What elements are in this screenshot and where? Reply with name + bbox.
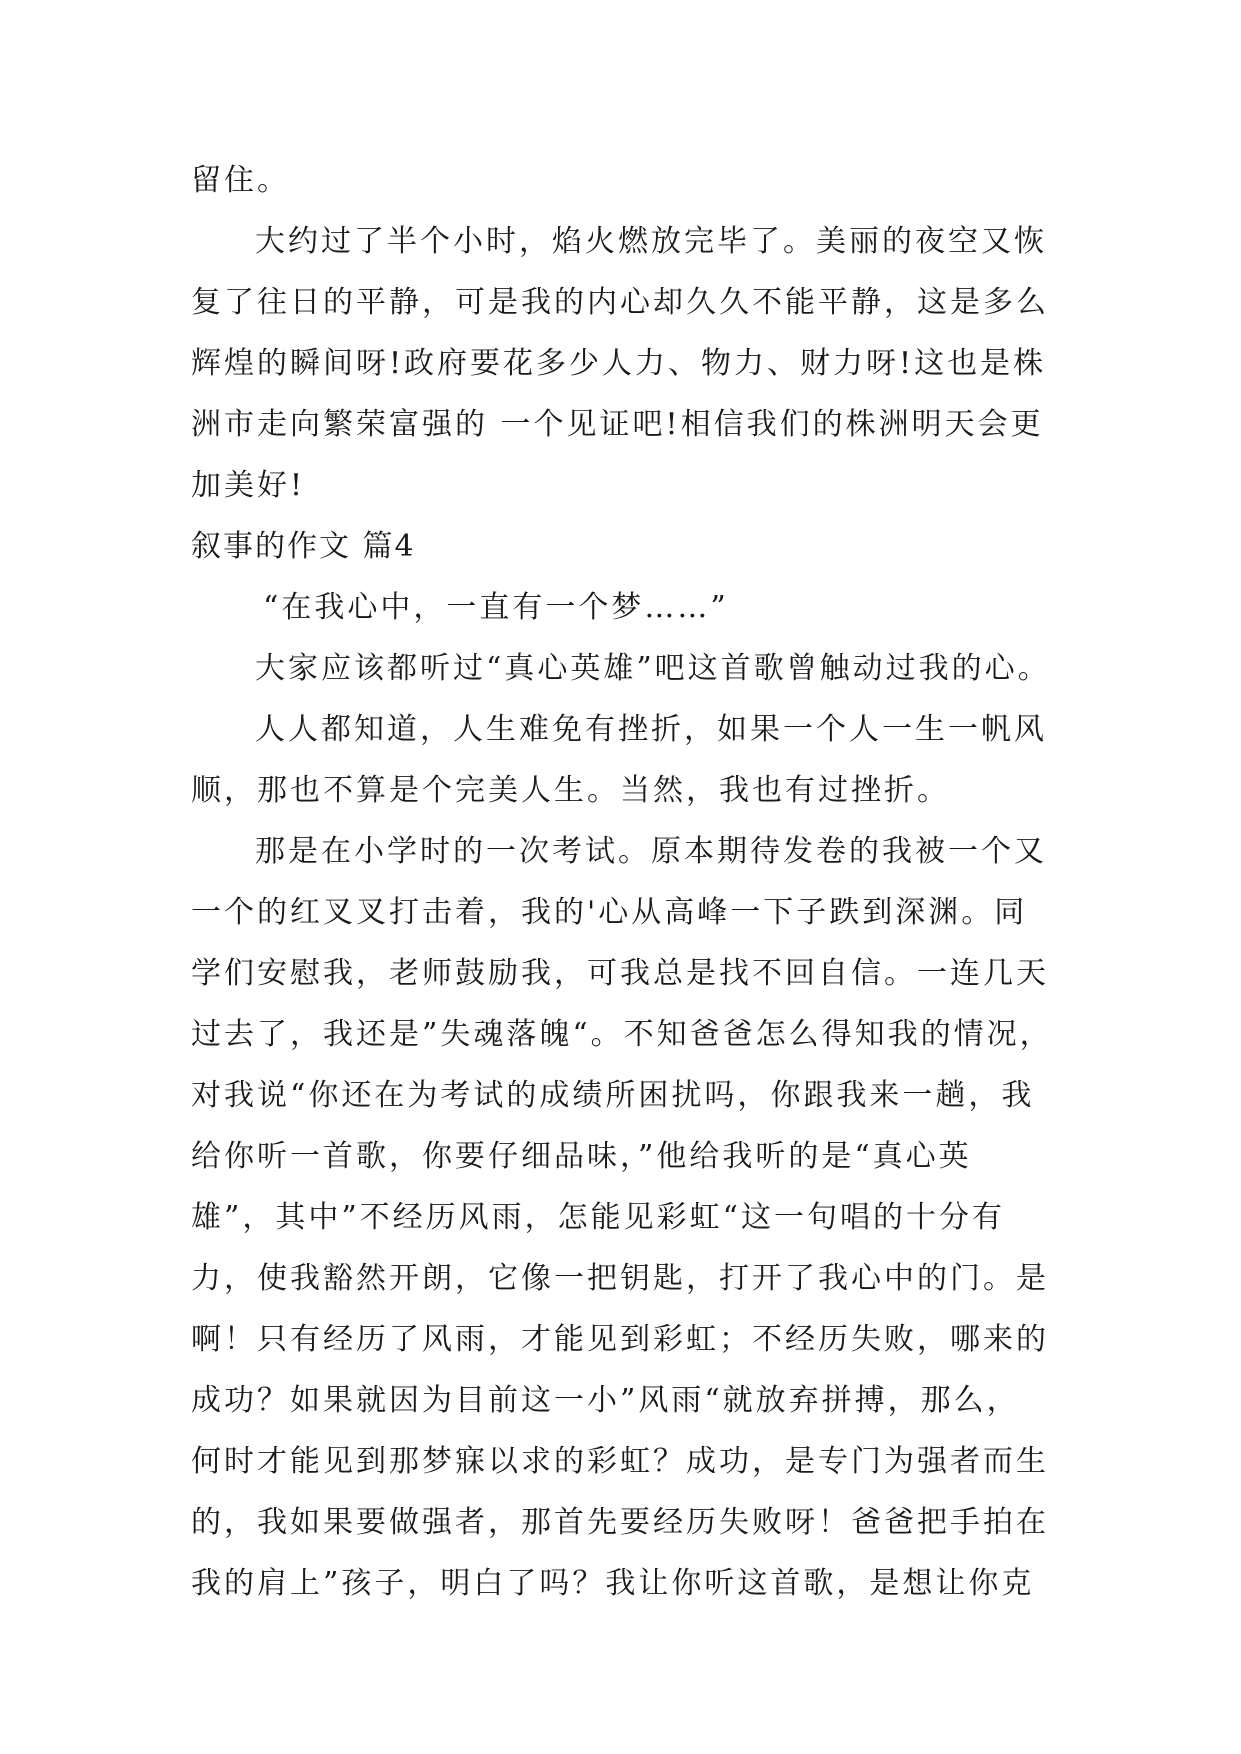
text-line: 辉煌的瞬间呀!政府要花多少人力、物力、财力呀!这也是株 (191, 346, 1047, 381)
paragraph-start-line: 大约过了半个小时，焰火燃放完毕了。美丽的夜空又恢 (255, 224, 1047, 259)
text-line: 何时才能见到那梦寐以求的彩虹？成功，是专门为强者而生 (191, 1444, 1049, 1479)
paragraph-start-line: 人人都知道，人生难免有挫折，如果一个人一生一帆风 (255, 712, 1047, 747)
paragraph-start-line: 大家应该都听过“真心英雄”吧这首歌曾触动过我的心。 (255, 651, 1051, 686)
quote-line: “在我心中，一直有一个梦……” (263, 590, 729, 625)
text-line: 留住。 (191, 163, 290, 198)
paragraph-start-line: 那是在小学时的一次考试。原本期待发卷的我被一个又 (255, 834, 1047, 869)
document-body (191, 150, 1071, 1614)
text-line: 过去了，我还是”失魂落魄“。不知爸爸怎么得知我的情况， (191, 1017, 1053, 1052)
text-line: 给你听一首歌，你要仔细品味，”他给我听的是“真心英 (191, 1139, 972, 1174)
text-line: 洲市走向繁荣富强的 一个见证吧!相信我们的株洲明天会更 (191, 407, 1044, 442)
text-line: 力，使我豁然开朗，它像一把钥匙，打开了我心中的门。是 (191, 1261, 1049, 1296)
text-line: 成功？如果就因为目前这一小”风雨“就放弃拼搏，那么， (191, 1383, 1020, 1418)
text-line: 加美好! (191, 468, 306, 503)
text-line: 对我说“你还在为考试的成绩所困扰吗，你跟我来一趟，我 (191, 1078, 1035, 1113)
text-line: 我的肩上”孩子，明白了吗？我让你听这首歌，是想让你克 (191, 1566, 1035, 1601)
text-line: 一个的红叉叉打击着，我的'心从高峰一下子跌到深渊。同 (191, 895, 1028, 930)
text-line: 啊！只有经历了风雨，才能见到彩虹；不经历失败，哪来的 (191, 1322, 1049, 1357)
text-line: 复了往日的平静，可是我的内心却久久不能平静，这是多么 (191, 285, 1049, 320)
text-line: 雄”，其中”不经历风雨，怎能见彩虹“这一句唱的十分有 (191, 1200, 1006, 1235)
text-line: 的，我如果要做强者，那首先要经历失败呀！爸爸把手拍在 (191, 1505, 1049, 1540)
text-line: 顺，那也不算是个完美人生。当然，我也有过挫折。 (191, 773, 950, 808)
text-line: 学们安慰我，老师鼓励我，可我总是找不回自信。一连几天 (191, 956, 1049, 991)
section-heading: 叙事的作文 篇4 (191, 529, 416, 564)
